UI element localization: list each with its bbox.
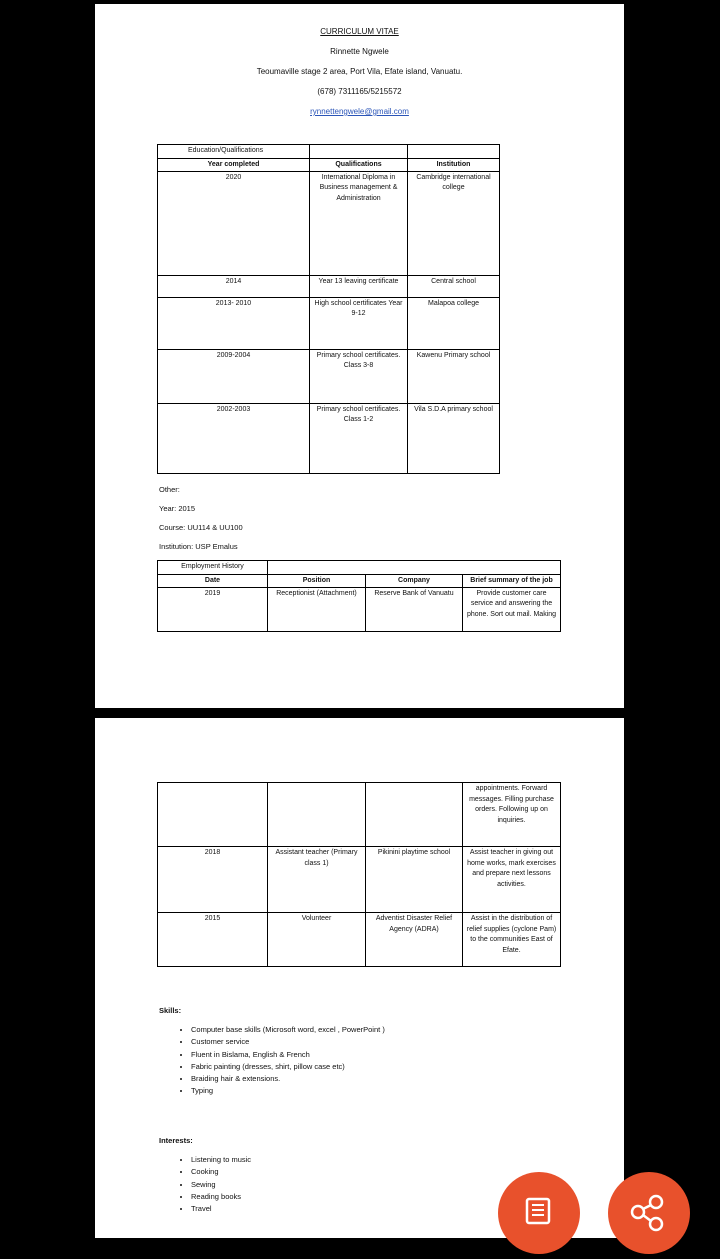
- emp-summary: appointments. Forward messages. Filling purchase orders. Following up on inquiries.: [463, 783, 561, 847]
- edu-qualification: Year 13 leaving certificate: [310, 275, 408, 297]
- edu-qualification: International Diploma in Business management & Administration: [310, 171, 408, 275]
- skills-list: [175, 1025, 385, 1099]
- table-row: [158, 587, 561, 631]
- emp-date: 2018: [158, 847, 268, 913]
- list-item: • Listening to music: [191, 1155, 251, 1167]
- emp-summary: Provide customer care service and answering the phone. Sort out mail. Making: [463, 587, 561, 631]
- list-item: • Reading books: [191, 1192, 251, 1204]
- share-button[interactable]: [608, 1172, 690, 1254]
- emp-position: Assistant teacher (Primary class 1): [268, 847, 366, 913]
- emp-position: Volunteer: [268, 913, 366, 967]
- emp-header-date: Date: [158, 574, 268, 587]
- employment-caption: Employment History: [158, 561, 268, 575]
- edu-year: 2014: [158, 275, 310, 297]
- interests-list: [175, 1155, 251, 1216]
- cv-name: Rinnette Ngwele: [330, 47, 389, 56]
- edu-header-institution: Institution: [408, 158, 500, 171]
- document-page-2: [95, 718, 624, 1238]
- edu-year: 2020: [158, 171, 310, 275]
- list-item: • Sewing: [191, 1180, 251, 1192]
- list-item: • Travel: [191, 1204, 251, 1216]
- other-label: Other:: [159, 485, 180, 494]
- table-row: [158, 403, 500, 473]
- table-row: [158, 171, 500, 275]
- other-section: [159, 485, 243, 561]
- skills-title: Skills:: [159, 1006, 182, 1015]
- list-item: • Fluent in Bislama, English & French: [191, 1050, 385, 1062]
- cv-address: Teoumaville stage 2 area, Port Vila, Efate island, Vanuatu.: [256, 67, 463, 76]
- cv-header: [95, 26, 624, 126]
- cv-email-link[interactable]: rynnettengwele@gmail.com: [310, 107, 409, 116]
- edu-qualification: High school certificates Year 9-12: [310, 297, 408, 349]
- emp-company: Pikinini playtime school: [366, 847, 463, 913]
- document-page-1: [95, 4, 624, 708]
- edu-year: 2013- 2010: [158, 297, 310, 349]
- edu-qualification: Primary school certificates. Class 3-8: [310, 349, 408, 403]
- emp-summary: Assist teacher in giving out home works, mark exercises and prepare next lessons activities.: [463, 847, 561, 913]
- emp-date: 2019: [158, 587, 268, 631]
- emp-date: 2015: [158, 913, 268, 967]
- edu-institution: Kawenu Primary school: [408, 349, 500, 403]
- notes-button[interactable]: [498, 1172, 580, 1254]
- edu-year: 2009-2004: [158, 349, 310, 403]
- edu-institution: Vila S.D.A primary school: [408, 403, 500, 473]
- list-item: • Customer service: [191, 1037, 385, 1049]
- emp-header-position: Position: [268, 574, 366, 587]
- interests-title: Interests:: [159, 1136, 193, 1145]
- list-item: • Typing: [191, 1086, 385, 1098]
- emp-position: Receptionist (Attachment): [268, 587, 366, 631]
- edu-header-qualifications: Qualifications: [310, 158, 408, 171]
- emp-header-summary: Brief summary of the job: [463, 574, 561, 587]
- education-caption: Education/Qualifications: [158, 145, 310, 159]
- table-row: [158, 783, 561, 847]
- table-row: [158, 913, 561, 967]
- table-row: [158, 297, 500, 349]
- education-table: [157, 144, 500, 474]
- edu-institution: Malapoa college: [408, 297, 500, 349]
- emp-company: Adventist Disaster Relief Agency (ADRA): [366, 913, 463, 967]
- emp-position: [268, 783, 366, 847]
- edu-header-year: Year completed: [158, 158, 310, 171]
- list-item: • Braiding hair & extensions.: [191, 1074, 385, 1086]
- emp-company: [366, 783, 463, 847]
- table-row: [158, 847, 561, 913]
- list-item: • Cooking: [191, 1167, 251, 1179]
- edu-year: 2002-2003: [158, 403, 310, 473]
- employment-table: [157, 560, 561, 632]
- table-row: [158, 275, 500, 297]
- other-year: Year: 2015: [159, 504, 196, 513]
- emp-date: [158, 783, 268, 847]
- edu-qualification: Primary school certificates. Class 1-2: [310, 403, 408, 473]
- cv-phone: (678) 7311165/5215572: [317, 87, 402, 96]
- cv-title: CURRICULUM VITAE: [320, 27, 399, 36]
- table-row: [158, 349, 500, 403]
- other-course: Course: UU114 & UU100: [159, 523, 243, 532]
- employment-table-continued: [157, 782, 561, 967]
- share-icon: [608, 1172, 690, 1254]
- notes-icon: [498, 1172, 580, 1254]
- list-item: • Computer base skills (Microsoft word, excel , PowerPoint ): [191, 1025, 385, 1037]
- list-item: • Fabric painting (dresses, shirt, pillow case etc): [191, 1062, 385, 1074]
- emp-summary: Assist in the distribution of relief supplies (cyclone Pam) to the communities East of Efate.: [463, 913, 561, 967]
- edu-institution: Cambridge international college: [408, 171, 500, 275]
- emp-company: Reserve Bank of Vanuatu: [366, 587, 463, 631]
- edu-institution: Central school: [408, 275, 500, 297]
- emp-header-company: Company: [366, 574, 463, 587]
- other-institution: Institution: USP Emalus: [159, 542, 238, 551]
